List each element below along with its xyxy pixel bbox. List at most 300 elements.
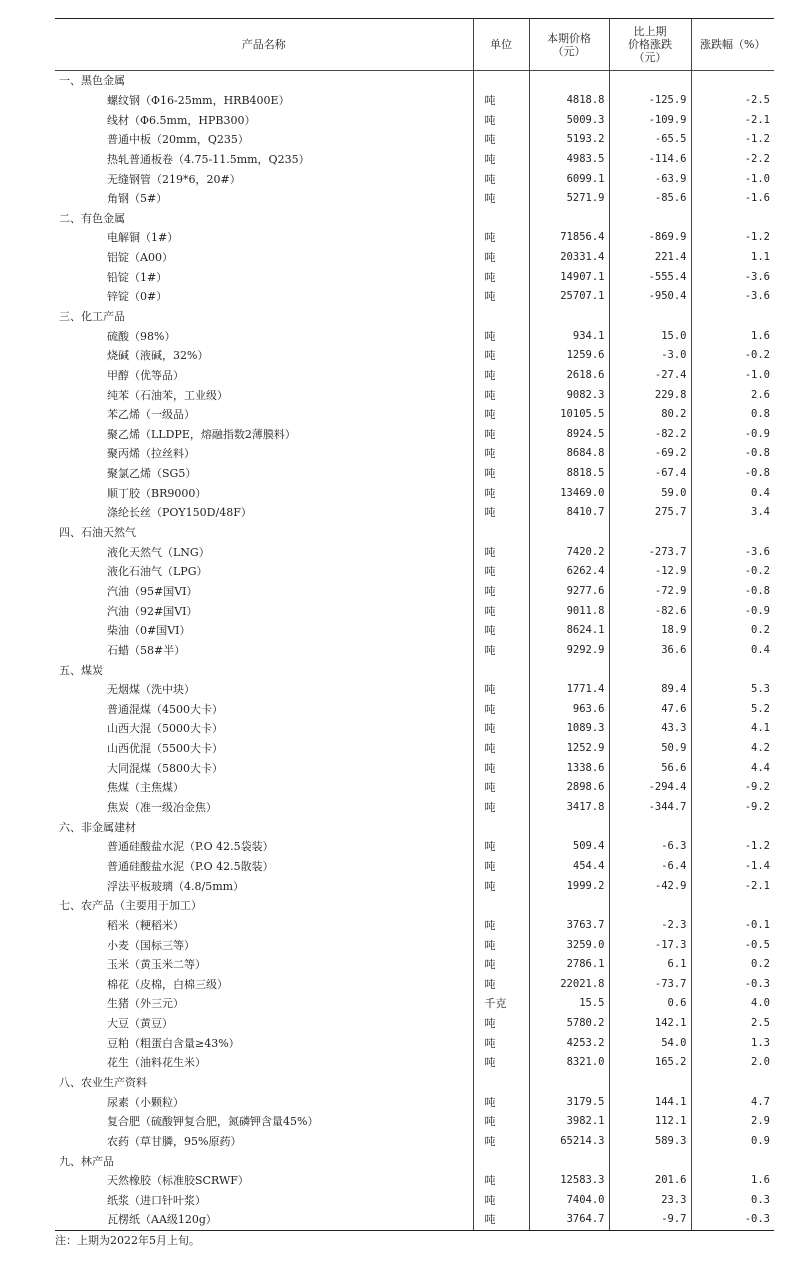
diff-cell: 18.9	[609, 621, 691, 641]
header-current-price: 本期价格 （元）	[529, 19, 609, 71]
pct-cell: 4.0	[691, 994, 774, 1014]
section-title: 三、化工产品	[59, 310, 125, 323]
diff-cell: -67.4	[609, 464, 691, 484]
unit-cell: 吨	[473, 798, 529, 818]
diff-cell: -82.2	[609, 425, 691, 445]
diff-cell: -27.4	[609, 366, 691, 386]
pct-cell: -1.0	[691, 169, 774, 189]
price-cell: 4253.2	[529, 1033, 609, 1053]
product-name: 液化石油气（LPG）	[107, 565, 208, 579]
product-name: 螺纹钢（Φ16-25mm，HRB400E）	[107, 93, 290, 107]
diff-cell: -42.9	[609, 876, 691, 896]
pct-cell: -0.2	[691, 562, 774, 582]
unit-cell: 吨	[473, 91, 529, 111]
unit-cell: 吨	[473, 483, 529, 503]
table-row	[55, 189, 774, 209]
product-name: 甲醇（优等品）	[107, 368, 184, 382]
unit-cell: 吨	[473, 346, 529, 366]
pct-cell: 0.3	[691, 1191, 774, 1211]
unit-cell	[473, 1073, 529, 1093]
header-change-percent: 涨跌幅（%）	[691, 19, 774, 71]
table-row	[55, 326, 774, 346]
price-cell: 2786.1	[529, 955, 609, 975]
table-row	[55, 621, 774, 641]
diff-cell: -6.3	[609, 837, 691, 857]
price-cell: 5009.3	[529, 110, 609, 130]
pct-cell: 1.3	[691, 1033, 774, 1053]
pct-cell: -2.2	[691, 150, 774, 170]
unit-cell: 吨	[473, 1191, 529, 1211]
price-cell	[529, 523, 609, 543]
section-row	[55, 208, 774, 228]
unit-cell	[473, 208, 529, 228]
unit-cell: 吨	[473, 601, 529, 621]
price-cell: 8684.8	[529, 444, 609, 464]
diff-cell	[609, 523, 691, 543]
diff-cell: 23.3	[609, 1191, 691, 1211]
pct-cell: 5.3	[691, 680, 774, 700]
unit-cell: 吨	[473, 503, 529, 523]
unit-cell	[473, 1151, 529, 1171]
price-cell: 2618.6	[529, 366, 609, 386]
pct-cell: -0.5	[691, 935, 774, 955]
table-header	[55, 19, 774, 71]
unit-cell: 吨	[473, 169, 529, 189]
unit-cell	[473, 71, 529, 91]
product-name: 涤纶长丝（POY150D/48F）	[107, 506, 252, 520]
table-row	[55, 110, 774, 130]
price-cell: 3417.8	[529, 798, 609, 818]
diff-cell: 275.7	[609, 503, 691, 523]
diff-cell: -65.5	[609, 130, 691, 150]
table-row	[55, 1092, 774, 1112]
product-name: 无缝钢管（219*6，20#）	[107, 172, 241, 186]
price-cell: 7420.2	[529, 542, 609, 562]
price-cell: 454.4	[529, 857, 609, 877]
table-row	[55, 425, 774, 445]
unit-cell: 吨	[473, 1210, 529, 1230]
unit-cell: 吨	[473, 150, 529, 170]
section-row	[55, 896, 774, 916]
pct-cell: 1.6	[691, 1171, 774, 1191]
diff-cell: -109.9	[609, 110, 691, 130]
footnote: 注：上期为2022年5月上旬。	[55, 1234, 200, 1247]
diff-cell	[609, 307, 691, 327]
diff-cell: -12.9	[609, 562, 691, 582]
diff-cell: -3.0	[609, 346, 691, 366]
table-row	[55, 542, 774, 562]
price-cell: 6262.4	[529, 562, 609, 582]
pct-cell: 4.4	[691, 758, 774, 778]
pct-cell: -0.2	[691, 346, 774, 366]
price-cell: 22021.8	[529, 974, 609, 994]
pct-cell: 0.8	[691, 405, 774, 425]
pct-cell	[691, 1073, 774, 1093]
price-cell: 6099.1	[529, 169, 609, 189]
unit-cell	[473, 896, 529, 916]
diff-cell: -344.7	[609, 798, 691, 818]
table-row	[55, 935, 774, 955]
diff-cell: 142.1	[609, 1014, 691, 1034]
table-row	[55, 1132, 774, 1152]
product-name: 复合肥（硫酸钾复合肥，氮磷钾含量45%）	[107, 1115, 319, 1129]
pct-cell: 0.2	[691, 955, 774, 975]
table-row	[55, 582, 774, 602]
table-row	[55, 719, 774, 739]
unit-cell: 吨	[473, 1112, 529, 1132]
diff-cell: -125.9	[609, 91, 691, 111]
pct-cell: -2.1	[691, 110, 774, 130]
unit-cell: 吨	[473, 778, 529, 798]
diff-cell: 56.6	[609, 758, 691, 778]
unit-cell: 吨	[473, 582, 529, 602]
pct-cell: -1.0	[691, 366, 774, 386]
unit-cell: 吨	[473, 444, 529, 464]
header-price-change: 比上期 价格涨跌 （元）	[609, 19, 691, 71]
section-title: 一、黑色金属	[59, 74, 125, 88]
unit-cell: 吨	[473, 621, 529, 641]
section-row	[55, 817, 774, 837]
product-name: 锌锭（0#）	[107, 290, 168, 304]
diff-cell: -72.9	[609, 582, 691, 602]
section-row	[55, 660, 774, 680]
unit-cell: 吨	[473, 876, 529, 896]
diff-cell	[609, 1073, 691, 1093]
pct-cell: -0.3	[691, 1210, 774, 1230]
diff-cell: -950.4	[609, 287, 691, 307]
product-name: 棉花（皮棉，白棉三级）	[107, 977, 228, 991]
pct-cell: -0.1	[691, 916, 774, 936]
unit-cell: 吨	[473, 326, 529, 346]
section-title: 八、农业生产资料	[59, 1075, 147, 1089]
product-name: 普通硅酸盐水泥（P.O 42.5散装）	[107, 859, 274, 873]
diff-cell: -73.7	[609, 974, 691, 994]
product-name: 柴油（0#国VI）	[107, 624, 191, 638]
section-row	[55, 307, 774, 327]
product-name: 电解铜（1#）	[107, 231, 179, 245]
price-cell	[529, 208, 609, 228]
diff-cell: 0.6	[609, 994, 691, 1014]
unit-cell: 吨	[473, 739, 529, 759]
price-cell: 8924.5	[529, 425, 609, 445]
pct-cell	[691, 896, 774, 916]
unit-cell: 吨	[473, 1014, 529, 1034]
table-row	[55, 601, 774, 621]
table-row	[55, 1014, 774, 1034]
price-cell: 9277.6	[529, 582, 609, 602]
table-row	[55, 955, 774, 975]
product-name: 石蜡（58#半）	[107, 643, 186, 657]
product-name: 山西大混（5000大卡）	[107, 722, 223, 736]
unit-cell: 吨	[473, 189, 529, 209]
diff-cell	[609, 660, 691, 680]
price-cell: 8321.0	[529, 1053, 609, 1073]
diff-cell: -114.6	[609, 150, 691, 170]
diff-cell: -294.4	[609, 778, 691, 798]
price-cell: 2898.6	[529, 778, 609, 798]
price-cell: 3259.0	[529, 935, 609, 955]
pct-cell: 2.0	[691, 1053, 774, 1073]
unit-cell: 吨	[473, 425, 529, 445]
pct-cell: 2.9	[691, 1112, 774, 1132]
table-row	[55, 91, 774, 111]
product-name: 汽油（92#国VI）	[107, 604, 198, 618]
table-row	[55, 700, 774, 720]
price-cell: 4818.8	[529, 91, 609, 111]
unit-cell: 吨	[473, 228, 529, 248]
pct-cell: -9.2	[691, 778, 774, 798]
price-cell: 3763.7	[529, 916, 609, 936]
table-row	[55, 346, 774, 366]
pct-cell: 0.9	[691, 1132, 774, 1152]
header-unit: 单位	[473, 19, 529, 71]
product-name: 花生（油料花生米）	[107, 1056, 206, 1070]
diff-cell	[609, 71, 691, 91]
diff-cell: -2.3	[609, 916, 691, 936]
product-name: 玉米（黄玉米二等）	[107, 958, 206, 972]
pct-cell: -1.6	[691, 189, 774, 209]
unit-cell: 吨	[473, 719, 529, 739]
price-cell: 3179.5	[529, 1092, 609, 1112]
pct-cell: 4.1	[691, 719, 774, 739]
price-cell: 934.1	[529, 326, 609, 346]
price-cell: 7404.0	[529, 1191, 609, 1211]
price-cell: 3764.7	[529, 1210, 609, 1230]
price-cell: 13469.0	[529, 483, 609, 503]
unit-cell: 吨	[473, 248, 529, 268]
price-cell: 5271.9	[529, 189, 609, 209]
unit-cell: 吨	[473, 641, 529, 661]
unit-cell: 吨	[473, 542, 529, 562]
price-cell: 8818.5	[529, 464, 609, 484]
product-name: 稻米（粳稻米）	[107, 918, 184, 932]
unit-cell: 吨	[473, 1132, 529, 1152]
diff-cell: 59.0	[609, 483, 691, 503]
pct-cell: -3.6	[691, 542, 774, 562]
diff-cell: 89.4	[609, 680, 691, 700]
unit-cell: 吨	[473, 955, 529, 975]
price-cell: 71856.4	[529, 228, 609, 248]
diff-cell	[609, 1151, 691, 1171]
table-row	[55, 503, 774, 523]
unit-cell	[473, 660, 529, 680]
unit-cell: 吨	[473, 562, 529, 582]
diff-cell: 201.6	[609, 1171, 691, 1191]
unit-cell: 吨	[473, 974, 529, 994]
price-cell	[529, 71, 609, 91]
price-cell: 65214.3	[529, 1132, 609, 1152]
table-row	[55, 130, 774, 150]
table-row	[55, 876, 774, 896]
unit-cell: 吨	[473, 287, 529, 307]
price-cell: 9011.8	[529, 601, 609, 621]
diff-cell: 43.3	[609, 719, 691, 739]
table-body	[55, 71, 774, 1231]
table-row	[55, 758, 774, 778]
diff-cell	[609, 896, 691, 916]
pct-cell	[691, 307, 774, 327]
pct-cell: -0.3	[691, 974, 774, 994]
unit-cell: 吨	[473, 1053, 529, 1073]
table-row	[55, 248, 774, 268]
table-row	[55, 405, 774, 425]
product-name: 普通混煤（4500大卡）	[107, 702, 223, 716]
diff-cell: -17.3	[609, 935, 691, 955]
pct-cell: -2.1	[691, 876, 774, 896]
product-name: 铝锭（A00）	[107, 251, 173, 265]
pct-cell: -0.8	[691, 444, 774, 464]
price-cell: 1089.3	[529, 719, 609, 739]
pct-cell	[691, 1151, 774, 1171]
pct-cell: -3.6	[691, 287, 774, 307]
product-name: 铅锭（1#）	[107, 270, 168, 284]
table-row	[55, 778, 774, 798]
table-row	[55, 916, 774, 936]
product-name: 浮法平板玻璃（4.8/5mm）	[107, 879, 245, 893]
product-name: 烧碱（液碱，32%）	[107, 349, 209, 363]
diff-cell: 112.1	[609, 1112, 691, 1132]
diff-cell: -82.6	[609, 601, 691, 621]
pct-cell: 2.6	[691, 385, 774, 405]
diff-cell: 6.1	[609, 955, 691, 975]
diff-cell: 50.9	[609, 739, 691, 759]
diff-cell: -63.9	[609, 169, 691, 189]
price-cell	[529, 1073, 609, 1093]
table-row	[55, 1112, 774, 1132]
pct-cell: -1.2	[691, 130, 774, 150]
section-row	[55, 523, 774, 543]
price-cell: 4983.5	[529, 150, 609, 170]
pct-cell: -0.9	[691, 601, 774, 621]
pct-cell: -0.8	[691, 464, 774, 484]
product-name: 液化天然气（LNG）	[107, 545, 210, 559]
product-name: 生猪（外三元）	[107, 997, 184, 1011]
table-row	[55, 228, 774, 248]
table-row	[55, 739, 774, 759]
unit-cell: 吨	[473, 366, 529, 386]
header-product-name: 产品名称	[55, 19, 473, 71]
product-name: 硫酸（98%）	[107, 329, 176, 343]
price-cell: 1771.4	[529, 680, 609, 700]
pct-cell: 0.2	[691, 621, 774, 641]
product-name: 小麦（国标三等）	[107, 938, 195, 952]
price-cell: 12583.3	[529, 1171, 609, 1191]
diff-cell: 36.6	[609, 641, 691, 661]
product-name: 汽油（95#国VI）	[107, 584, 198, 598]
diff-cell: 80.2	[609, 405, 691, 425]
pct-cell: -1.2	[691, 228, 774, 248]
table-row	[55, 464, 774, 484]
price-cell: 10105.5	[529, 405, 609, 425]
product-name: 纯苯（石油苯，工业级）	[107, 388, 228, 402]
price-cell: 9082.3	[529, 385, 609, 405]
unit-cell: 千克	[473, 994, 529, 1014]
diff-cell: 15.0	[609, 326, 691, 346]
table-row	[55, 562, 774, 582]
product-name: 豆粕（粗蛋白含量≥43%）	[107, 1036, 240, 1050]
table-row	[55, 483, 774, 503]
table-row	[55, 1033, 774, 1053]
diff-cell: 221.4	[609, 248, 691, 268]
section-title: 四、石油天然气	[59, 526, 136, 540]
price-cell: 509.4	[529, 837, 609, 857]
unit-cell: 吨	[473, 935, 529, 955]
price-cell: 3982.1	[529, 1112, 609, 1132]
table-row	[55, 366, 774, 386]
pct-cell: 0.4	[691, 483, 774, 503]
table-row	[55, 1053, 774, 1073]
price-cell	[529, 896, 609, 916]
product-name: 天然橡胶（标准胶SCRWF）	[107, 1174, 249, 1188]
section-title: 五、煤炭	[59, 663, 103, 677]
diff-cell: -869.9	[609, 228, 691, 248]
diff-cell	[609, 208, 691, 228]
price-cell: 8624.1	[529, 621, 609, 641]
diff-cell: 144.1	[609, 1092, 691, 1112]
product-name: 聚乙烯（LLDPE，熔融指数2薄膜料）	[107, 427, 296, 441]
unit-cell: 吨	[473, 110, 529, 130]
price-cell: 1259.6	[529, 346, 609, 366]
diff-cell: 165.2	[609, 1053, 691, 1073]
diff-cell: -69.2	[609, 444, 691, 464]
price-cell: 15.5	[529, 994, 609, 1014]
unit-cell: 吨	[473, 385, 529, 405]
pct-cell: 4.2	[691, 739, 774, 759]
price-cell: 5193.2	[529, 130, 609, 150]
unit-cell: 吨	[473, 857, 529, 877]
product-name: 焦煤（主焦煤）	[107, 781, 184, 795]
price-cell	[529, 660, 609, 680]
diff-cell: 54.0	[609, 1033, 691, 1053]
product-name: 山西优混（5500大卡）	[107, 742, 223, 756]
pct-cell: -0.9	[691, 425, 774, 445]
table-row	[55, 150, 774, 170]
diff-cell: -85.6	[609, 189, 691, 209]
table-row	[55, 1191, 774, 1211]
product-name: 大同混煤（5800大卡）	[107, 761, 223, 775]
product-name: 农药（草甘膦，95%原药）	[107, 1134, 242, 1148]
section-row	[55, 1073, 774, 1093]
section-row	[55, 1151, 774, 1171]
table-row	[55, 1210, 774, 1230]
product-name: 普通中板（20mm，Q235）	[107, 133, 249, 147]
table-row	[55, 994, 774, 1014]
unit-cell: 吨	[473, 1033, 529, 1053]
table-row	[55, 444, 774, 464]
product-name: 瓦楞纸（AA级120g）	[55, 1210, 473, 1230]
price-table-container	[55, 18, 774, 1231]
section-title: 二、有色金属	[59, 211, 125, 225]
diff-cell: 589.3	[609, 1132, 691, 1152]
pct-cell	[691, 208, 774, 228]
pct-cell: -1.4	[691, 857, 774, 877]
unit-cell: 吨	[473, 1171, 529, 1191]
diff-cell	[609, 817, 691, 837]
unit-cell: 吨	[473, 405, 529, 425]
table-row	[55, 641, 774, 661]
pct-cell	[691, 523, 774, 543]
unit-cell: 吨	[473, 916, 529, 936]
product-name: 普通硅酸盐水泥（P.O 42.5袋装）	[107, 840, 274, 854]
pct-cell: -2.5	[691, 91, 774, 111]
price-cell: 14907.1	[529, 267, 609, 287]
table-row	[55, 680, 774, 700]
pct-cell: 5.2	[691, 700, 774, 720]
unit-cell	[473, 523, 529, 543]
price-cell: 5780.2	[529, 1014, 609, 1034]
product-name: 纸浆（进口针叶浆）	[107, 1193, 206, 1207]
diff-cell: -6.4	[609, 857, 691, 877]
